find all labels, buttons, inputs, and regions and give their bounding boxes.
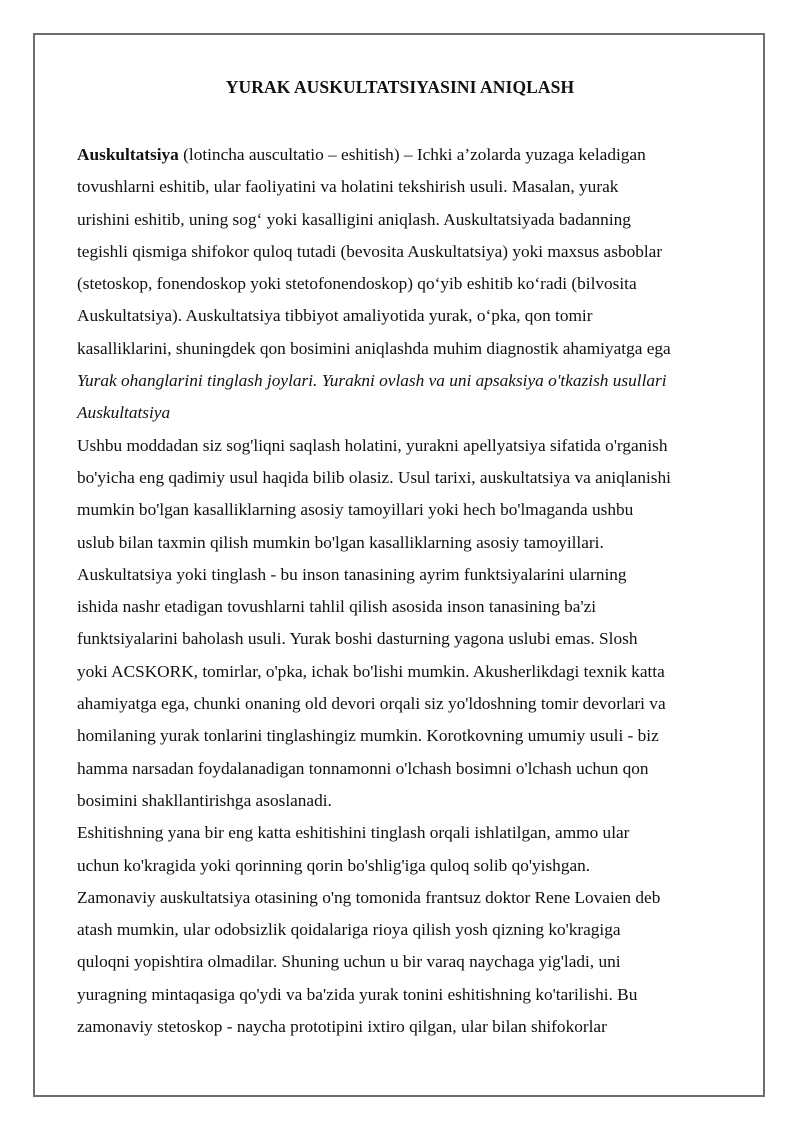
body-line: tegishli qismiga shifokor quloq tutadi (bevosita Auskultatsiya) yoki maxsus asboblar bbox=[77, 241, 663, 261]
body-line: yoki ACSKORK, tomirlar, o'pka, ichak bo'lishi mumkin. Akusherlikdagi texnik katta bbox=[77, 661, 665, 681]
body-line: yuragning mintaqasiga qo'ydi va ba'zida yurak tonini eshitishning ko'tarilishi. Bu bbox=[77, 984, 638, 1004]
body-line: homilaning yurak tonlarini tinglashingiz mumkin. Korotkovning umumiy usuli - biz bbox=[77, 726, 659, 746]
body-line: ahamiyatga ega, chunki onaning old devori orqali siz yo'ldoshning tomir devorlari va bbox=[77, 694, 666, 714]
body-line: bo'yicha eng qadimiy usul haqida bilib olasiz. Usul tarixi, auskultatsiya va aniqlanishi bbox=[77, 467, 671, 487]
body-line bbox=[77, 139, 727, 171]
body-line: Eshitishning yana bir eng katta eshitishini tinglash orqali ishlatilgan, ammo ular bbox=[77, 823, 630, 843]
body-line: kasalliklarini, shuningdek qon bosimini aniqlashda muhim diagnostik ahamiyatga ega bbox=[77, 338, 671, 358]
body-line: zamonaviy stetoskop - naycha prototipini ixtiro qilgan, ular bilan shifokorlar bbox=[77, 1017, 607, 1037]
body-line: Auskultatsiya yoki tinglash - bu inson tanasining ayrim funktsiyalarini ularning bbox=[77, 564, 627, 584]
body-line: atash mumkin, ular odobsizlik qoidalariga rioya qilish yosh qizning ko'kragiga bbox=[77, 920, 621, 940]
italic-heading-line: Auskultatsiya bbox=[77, 403, 171, 423]
body-line: hamma narsadan foydalanadigan tonnamonni o'lchash bosimni o'lchash uchun qon bbox=[77, 758, 649, 778]
italic-heading-line: Yurak ohanglarini tinglash joylari. Yurakni ovlash va uni apsaksiya o'tkazish usullari bbox=[77, 371, 667, 391]
body-line: quloqni yopishtira olmadilar. Shuning uchun u bir varaq naychaga yig'ladi, uni bbox=[77, 952, 621, 972]
body-line: Ushbu moddadan siz sog'liqni saqlash holatini, yurakni apellyatsiya sifatida o'rganish bbox=[77, 435, 668, 455]
body-line: tovushlarni eshitib, ular faoliyatini va holatini tekshirish usuli. Masalan, yurak bbox=[77, 177, 619, 197]
body-line: Zamonaviy auskultatsiya otasining o'ng tomonida frantsuz doktor Rene Lovaien deb bbox=[77, 887, 661, 907]
body-line: Auskultatsiya). Auskultatsiya tibbiyot amaliyotida yurak, o‘pka, qon tomir bbox=[77, 306, 593, 326]
body-line: bosimini shakllantirishga asoslanadi. bbox=[77, 790, 332, 810]
body-line: uchun ko'kragida yoki qorinning qorin bo'shlig'iga quloq solib qo'yishgan. bbox=[77, 855, 591, 875]
body-line: ishida nashr etadigan tovushlarni tahlil qilish asosida inson tanasining ba'zi bbox=[77, 597, 597, 617]
line-text: (lotincha auscultatio – eshitish) – Ichki a’zolarda yuzaga keladigan bbox=[178, 145, 646, 164]
body-line: mumkin bo'lgan kasalliklarning asosiy tamoyillari yoki hech bo'lmaganda ushbu bbox=[77, 500, 634, 520]
document-body bbox=[77, 139, 727, 1043]
body-line: (stetoskop, fonendoskop yoki stetofonendoskop) qo‘yib eshitib ko‘radi (bilvosita bbox=[77, 274, 637, 294]
body-line: uslub bilan taxmin qilish mumkin bo'lgan kasalliklarning asosiy tamoyillari. bbox=[77, 532, 604, 552]
document-title: YURAK AUSKULTATSIYASINI ANIQLASH bbox=[225, 77, 575, 97]
body-line: urishini eshitib, uning sog‘ yoki kasalligini aniqlash. Auskultatsiyada badanning bbox=[77, 209, 631, 229]
term-auskultatsiya: Auskultatsiya bbox=[77, 145, 179, 164]
body-line: funktsiyalarini baholash usuli. Yurak boshi dasturning yagona uslubi emas. Slosh bbox=[77, 629, 638, 649]
